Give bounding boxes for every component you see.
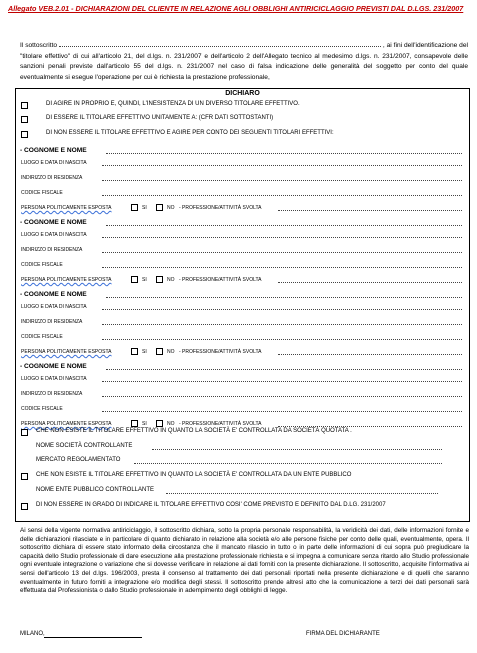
fiscal-code-field[interactable]: [102, 405, 462, 412]
birth-field[interactable]: [102, 159, 462, 166]
profession-label: - PROFESSIONE/ATTIVITÀ SVOLTA: [179, 349, 262, 355]
pep-yes-label: SI: [142, 349, 147, 355]
fiscal-code-label: CODICE FISCALE: [21, 190, 63, 196]
public-entity-name-row: [16, 487, 469, 497]
option-row-own[interactable]: [16, 101, 469, 111]
profession-field[interactable]: [278, 348, 462, 355]
address-label: INDIRIZZO DI RESIDENZA: [21, 319, 83, 325]
intro-subject-label: Il sottoscritto: [20, 42, 58, 49]
public-entity-name-label: NOME ENTE PUBBLICO CONTROLLANTE: [36, 487, 155, 493]
option-label: DI NON ESSERE IL TITOLARE EFFETTIVO E AGIRE PER CONTO DEI SEGUENTI TITOLARI EFFETTIVI:: [46, 130, 334, 136]
option-label: DI NON ESSERE IN GRADO DI INDICARE IL TITOLARE EFFETTIVO COSI' COME PREVISTO E DEFINITO DAL D.LG. 231/2007: [36, 502, 386, 508]
option-checkbox[interactable]: [21, 473, 28, 480]
pep-yes-checkbox[interactable]: [131, 204, 138, 211]
fiscal-code-label: CODICE FISCALE: [21, 262, 63, 268]
signature-label: FIRMA DEL DICHIARANTE: [306, 631, 380, 637]
pep-label-text: PERSONA POLITICAMENTE ESPOSTA: [21, 349, 112, 355]
intro-body-text: , ai fini dell'identificazione del "titolare effettivo" di cui all'articolo 21, del d.lgs. n. 231/2007 e dell'articolo 2 dell'Allegato tecnico al medesimo d.lgs. n. 231/2007, consapevole delle sanzioni penali previste dall'articolo 55 del d.lgs. n. 231/2007 nel caso di falsa indicazione delle generalità del soggetto per conto del quale eventualmente si esegue l'operazione per cui è richiesta la prestazione professionale,: [20, 42, 468, 81]
intro-paragraph: [20, 40, 468, 83]
listed-company-name-label: NOME SOCIETÀ CONTROLLANTE: [36, 443, 133, 449]
address-label: INDIRIZZO DI RESIDENZA: [21, 247, 83, 253]
declaration-box: [15, 88, 470, 522]
owner-name-field[interactable]: [106, 219, 462, 226]
pep-label: [21, 205, 111, 211]
address-field[interactable]: [102, 318, 462, 325]
option-label: DI AGIRE IN PROPRIO E, QUINDI, L'INESISTENZA DI UN DIVERSO TITOLARE EFFETTIVO.: [46, 101, 300, 107]
fiscal-code-field[interactable]: [102, 261, 462, 268]
owner-name-field[interactable]: [106, 291, 462, 298]
subject-name-field[interactable]: [59, 40, 381, 47]
option-row-listed-company[interactable]: [16, 428, 469, 438]
owner-name-field[interactable]: [106, 363, 462, 370]
pep-yes-label: SI: [142, 277, 147, 283]
owner-name-text: - COGNOME E NOME: [20, 363, 87, 370]
fiscal-code-field[interactable]: [102, 333, 462, 340]
pep-no-checkbox[interactable]: [156, 204, 163, 211]
address-label: INDIRIZZO DI RESIDENZA: [21, 175, 83, 181]
pep-label: [21, 277, 111, 283]
pep-no-label: NO: [167, 205, 175, 211]
fiscal-code-label: CODICE FISCALE: [21, 406, 63, 412]
option-label: DI ESSERE IL TITOLARE EFFETTIVO UNITAMENTE A: (CFR DATI SOTTOSTANTI): [46, 115, 274, 121]
pep-no-checkbox[interactable]: [156, 276, 163, 283]
profession-field[interactable]: [278, 420, 462, 427]
owner-name-field[interactable]: [106, 147, 462, 154]
owner-name-label: [20, 219, 87, 226]
pep-yes-checkbox[interactable]: [131, 420, 138, 427]
market-field[interactable]: [134, 457, 442, 464]
option-row-cannot-indicate[interactable]: [16, 502, 469, 512]
owner-name-label: [20, 363, 87, 370]
option-checkbox[interactable]: [21, 131, 28, 138]
market-row: [16, 457, 469, 467]
option-row-jointly[interactable]: [16, 115, 469, 125]
owner-name-text: - COGNOME E NOME: [20, 291, 87, 298]
birth-label: LUOGO E DATA DI NASCITA: [21, 376, 87, 382]
birth-field[interactable]: [102, 375, 462, 382]
pep-no-checkbox[interactable]: [156, 420, 163, 427]
pep-no-label: NO: [167, 421, 175, 427]
address-field[interactable]: [102, 390, 462, 397]
consent-paragraph: Ai sensi della vigente normativa antiriciclaggio, il sottoscritto dichiara, sotto la propria personale responsabilità, la veridicità dei dati, delle informazioni fornite e delle dichiarazioni rilasciate e in particolare di quanto dichiarato in relazione alla società e/o alle persone fisiche per conto delle quali, eventualmente, opera. Il sottoscritto dichiara di essere stato informato della circostanza che il mancato rilascio in tutto o in parte delle informazioni di cui sopra può pregiudicare la capacità dello Studio professionale di dare esecuzione alla prestazione professionale richiesta e si impegna a comunicare senza ritardo allo Studio professionale ogni eventuale integrazione o variazione che si dovesse verificare in relazione ai dati forniti con la presente dichiarazione. Il sottoscritto, acquisite l'informativa ai sensi dell'articolo 13 del d.lgs. 196/2003, presta il consenso al trattamento dei dati personali riportati nella presente dichiarazione e di quelli che saranno eventualmente in futuro forniti a integrazione e/o modifica degli stessi. Il sottoscritto prende altresì atto che la comunicazione a terzi dei dati personali sarà effettuata dal Professionista o dallo Studio professionale in adempimento degli obblighi di legge.: [20, 527, 469, 595]
owner-name-label: [20, 147, 87, 154]
date-field[interactable]: [44, 631, 142, 638]
owner-name-label: [20, 291, 87, 298]
pep-yes-checkbox[interactable]: [131, 348, 138, 355]
listed-company-name-row: [16, 443, 469, 453]
profession-label: - PROFESSIONE/ATTIVITÀ SVOLTA: [179, 205, 262, 211]
birth-field[interactable]: [102, 231, 462, 238]
dichiaro-heading: DICHIARO: [225, 90, 260, 97]
fiscal-code-label: CODICE FISCALE: [21, 334, 63, 340]
profession-field[interactable]: [278, 204, 462, 211]
pep-label: [21, 349, 111, 355]
public-entity-name-field[interactable]: [166, 487, 438, 494]
pep-no-label: NO: [167, 277, 175, 283]
option-row-on-behalf[interactable]: [16, 130, 469, 140]
listed-company-name-field[interactable]: [152, 443, 442, 450]
document-title: Allegato VEB.2.01 - DICHIARAZIONI DEL CLIENTE IN RELAZIONE AGLI OBBLIGHI ANTIRICICLAGGIO PREVISTI DAL D.LGS. 231/2007: [8, 4, 464, 13]
pep-no-checkbox[interactable]: [156, 348, 163, 355]
option-label: CHE NON ESISTE IL TITOLARE EFFETTIVO IN QUANTO LA SOCIETÀ E' CONTROLLATA DA UN ENTE PUBBLICO: [36, 472, 352, 478]
birth-label: LUOGO E DATA DI NASCITA: [21, 304, 87, 310]
option-checkbox[interactable]: [21, 102, 28, 109]
birth-label: LUOGO E DATA DI NASCITA: [21, 160, 87, 166]
birth-field[interactable]: [102, 303, 462, 310]
pep-label-text: PERSONA POLITICAMENTE ESPOSTA: [21, 277, 112, 283]
option-checkbox[interactable]: [21, 116, 28, 123]
profession-label: - PROFESSIONE/ATTIVITÀ SVOLTA: [179, 277, 262, 283]
address-label: INDIRIZZO DI RESIDENZA: [21, 391, 83, 397]
pep-label-text: PERSONA POLITICAMENTE ESPOSTA: [21, 421, 112, 427]
option-checkbox[interactable]: [21, 429, 28, 436]
address-field[interactable]: [102, 174, 462, 181]
option-label: CHE NON ESISTE IL TITOLARE EFFETTIVO IN QUANTO LA SOCIETÀ E' CONTROLLATA DA SOCIETÀ QUOTATA .: [36, 428, 352, 434]
profession-field[interactable]: [278, 276, 462, 283]
fiscal-code-field[interactable]: [102, 189, 462, 196]
pep-yes-label: SI: [142, 421, 147, 427]
pep-yes-label: SI: [142, 205, 147, 211]
option-checkbox[interactable]: [21, 503, 28, 510]
pep-yes-checkbox[interactable]: [131, 276, 138, 283]
owner-name-text: - COGNOME E NOME: [20, 219, 87, 226]
profession-label: - PROFESSIONE/ATTIVITÀ SVOLTA: [179, 421, 262, 427]
address-field[interactable]: [102, 246, 462, 253]
city-label: MILANO,: [20, 631, 45, 637]
pep-label-text: PERSONA POLITICAMENTE ESPOSTA: [21, 205, 112, 211]
birth-label: LUOGO E DATA DI NASCITA: [21, 232, 87, 238]
pep-label: [21, 421, 111, 427]
owner-name-text: - COGNOME E NOME: [20, 147, 87, 154]
option-row-public-entity[interactable]: [16, 472, 469, 482]
pep-no-label: NO: [167, 349, 175, 355]
market-label: MERCATO REGOLAMENTATO: [36, 457, 121, 463]
